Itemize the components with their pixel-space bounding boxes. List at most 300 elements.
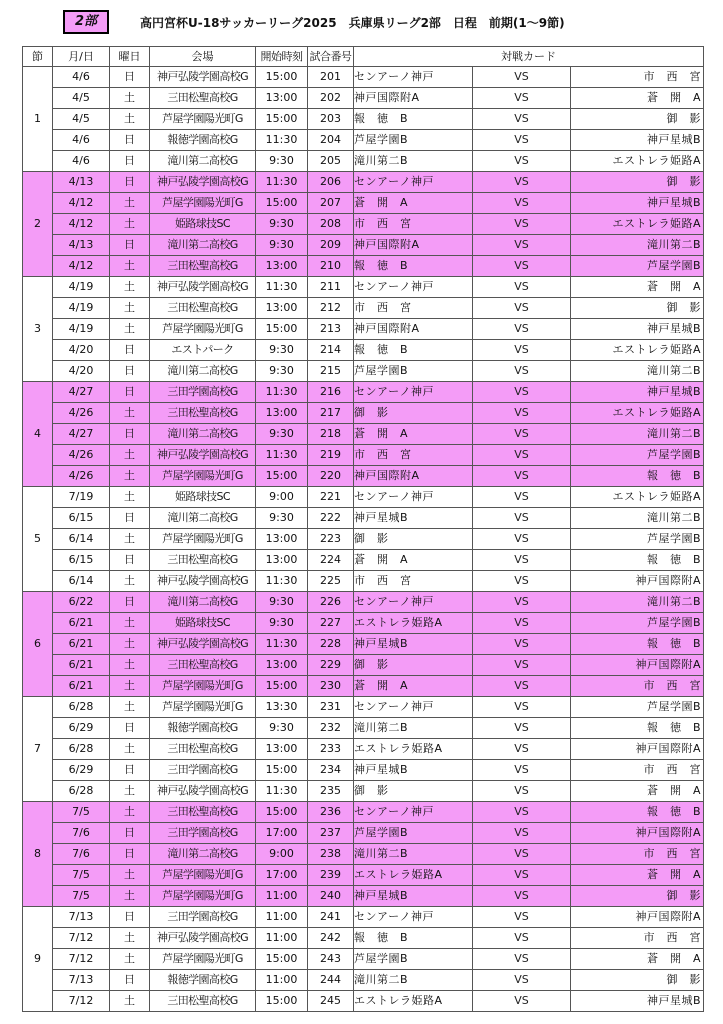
match-number: 241	[308, 907, 354, 928]
home-team: 市 西 宮	[354, 445, 473, 466]
match-number: 237	[308, 823, 354, 844]
away-team: 芦屋学園B	[571, 613, 704, 634]
match-day: 土	[110, 865, 150, 886]
away-team: 芦屋学園B	[571, 697, 704, 718]
vs-label: VS	[473, 382, 571, 403]
vs-label: VS	[473, 340, 571, 361]
match-date: 4/13	[53, 172, 110, 193]
match-start-time: 9:30	[256, 613, 308, 634]
table-row	[23, 130, 704, 151]
vs-label: VS	[473, 424, 571, 445]
match-number: 232	[308, 718, 354, 739]
match-day: 土	[110, 802, 150, 823]
match-day: 土	[110, 298, 150, 319]
col-header-venue: 会場	[150, 47, 256, 67]
match-start-time: 9:30	[256, 592, 308, 613]
away-team: 市 西 宮	[571, 760, 704, 781]
home-team: 神戸国際附A	[354, 88, 473, 109]
table-row	[23, 172, 704, 193]
match-number: 223	[308, 529, 354, 550]
away-team: 市 西 宮	[571, 67, 704, 88]
home-team: 神戸星城B	[354, 886, 473, 907]
home-team: 神戸国際附A	[354, 466, 473, 487]
match-day: 土	[110, 991, 150, 1012]
match-venue: 芦屋学園陽光町G	[150, 886, 256, 907]
match-date: 4/19	[53, 319, 110, 340]
match-date: 4/6	[53, 130, 110, 151]
match-venue: 滝川第二高校G	[150, 508, 256, 529]
home-team: 蒼 開 A	[354, 424, 473, 445]
match-venue: 三田学園高校G	[150, 907, 256, 928]
table-header-row	[23, 47, 704, 67]
away-team: 神戸国際附A	[571, 655, 704, 676]
match-date: 6/28	[53, 739, 110, 760]
match-venue: 神戸弘陵学園高校G	[150, 445, 256, 466]
match-date: 4/27	[53, 382, 110, 403]
match-day: 土	[110, 739, 150, 760]
schedule-table	[22, 46, 704, 1012]
table-row	[23, 340, 704, 361]
match-number: 212	[308, 298, 354, 319]
home-team: 御 影	[354, 781, 473, 802]
home-team: 芦屋学園B	[354, 823, 473, 844]
home-team: 報 徳 B	[354, 109, 473, 130]
away-team: 市 西 宮	[571, 844, 704, 865]
home-team: 芦屋学園B	[354, 130, 473, 151]
vs-label: VS	[473, 781, 571, 802]
home-team: 報 徳 B	[354, 340, 473, 361]
table-row	[23, 109, 704, 130]
match-day: 日	[110, 718, 150, 739]
match-venue: 神戸弘陵学園高校G	[150, 634, 256, 655]
match-venue: 芦屋学園陽光町G	[150, 949, 256, 970]
table-row	[23, 361, 704, 382]
match-number: 245	[308, 991, 354, 1012]
vs-label: VS	[473, 823, 571, 844]
match-venue: 滝川第二高校G	[150, 151, 256, 172]
away-team: 芦屋学園B	[571, 445, 704, 466]
match-day: 土	[110, 319, 150, 340]
match-day: 土	[110, 697, 150, 718]
match-date: 6/21	[53, 655, 110, 676]
vs-label: VS	[473, 445, 571, 466]
home-team: センアーノ神戸	[354, 277, 473, 298]
match-venue: 姫路球技SC	[150, 487, 256, 508]
col-header-date: 月/日	[53, 47, 110, 67]
away-team: 報 徳 B	[571, 802, 704, 823]
match-venue: 三田松聖高校G	[150, 298, 256, 319]
table-row	[23, 886, 704, 907]
match-venue: 芦屋学園陽光町G	[150, 529, 256, 550]
match-day: 土	[110, 886, 150, 907]
away-team: 蒼 開 A	[571, 781, 704, 802]
match-date: 6/28	[53, 697, 110, 718]
match-start-time: 13:00	[256, 529, 308, 550]
home-team: 蒼 開 A	[354, 676, 473, 697]
match-date: 6/21	[53, 676, 110, 697]
match-day: 日	[110, 424, 150, 445]
home-team: 御 影	[354, 655, 473, 676]
away-team: 報 徳 B	[571, 634, 704, 655]
match-number: 236	[308, 802, 354, 823]
match-date: 7/6	[53, 844, 110, 865]
home-team: センアーノ神戸	[354, 592, 473, 613]
match-number: 203	[308, 109, 354, 130]
match-day: 日	[110, 592, 150, 613]
away-team: 御 影	[571, 970, 704, 991]
away-team: 御 影	[571, 109, 704, 130]
match-venue: 姫路球技SC	[150, 613, 256, 634]
away-team: 芦屋学園B	[571, 256, 704, 277]
match-day: 土	[110, 655, 150, 676]
match-start-time: 15:00	[256, 466, 308, 487]
vs-label: VS	[473, 319, 571, 340]
match-start-time: 11:30	[256, 781, 308, 802]
match-venue: 神戸弘陵学園高校G	[150, 928, 256, 949]
table-row	[23, 823, 704, 844]
home-team: 滝川第二B	[354, 844, 473, 865]
match-date: 7/13	[53, 907, 110, 928]
match-venue: 芦屋学園陽光町G	[150, 676, 256, 697]
match-start-time: 9:30	[256, 340, 308, 361]
match-start-time: 15:00	[256, 949, 308, 970]
match-date: 6/14	[53, 571, 110, 592]
match-day: 土	[110, 445, 150, 466]
match-number: 210	[308, 256, 354, 277]
match-number: 233	[308, 739, 354, 760]
vs-label: VS	[473, 697, 571, 718]
table-row	[23, 88, 704, 109]
match-date: 4/19	[53, 277, 110, 298]
vs-label: VS	[473, 886, 571, 907]
match-number: 209	[308, 235, 354, 256]
vs-label: VS	[473, 508, 571, 529]
match-start-time: 11:30	[256, 172, 308, 193]
match-date: 4/12	[53, 193, 110, 214]
match-date: 4/5	[53, 88, 110, 109]
match-venue: 芦屋学園陽光町G	[150, 466, 256, 487]
match-date: 4/19	[53, 298, 110, 319]
vs-label: VS	[473, 739, 571, 760]
match-date: 6/29	[53, 718, 110, 739]
vs-label: VS	[473, 256, 571, 277]
vs-label: VS	[473, 907, 571, 928]
match-venue: 神戸弘陵学園高校G	[150, 277, 256, 298]
match-day: 日	[110, 130, 150, 151]
table-row	[23, 508, 704, 529]
match-venue: 滝川第二高校G	[150, 235, 256, 256]
home-team: 蒼 開 A	[354, 550, 473, 571]
match-date: 4/5	[53, 109, 110, 130]
table-row	[23, 991, 704, 1012]
match-day: 土	[110, 88, 150, 109]
table-row	[23, 676, 704, 697]
match-number: 244	[308, 970, 354, 991]
match-number: 220	[308, 466, 354, 487]
match-start-time: 13:30	[256, 697, 308, 718]
home-team: センアーノ神戸	[354, 487, 473, 508]
match-date: 7/6	[53, 823, 110, 844]
schedule-body	[23, 67, 704, 1012]
home-team: 市 西 宮	[354, 298, 473, 319]
division-badge: 2部	[63, 10, 109, 34]
home-team: 報 徳 B	[354, 928, 473, 949]
match-start-time: 13:00	[256, 88, 308, 109]
table-row	[23, 949, 704, 970]
vs-label: VS	[473, 403, 571, 424]
home-team: センアーノ神戸	[354, 67, 473, 88]
match-start-time: 13:00	[256, 256, 308, 277]
table-row	[23, 634, 704, 655]
home-team: センアーノ神戸	[354, 172, 473, 193]
match-number: 204	[308, 130, 354, 151]
table-row	[23, 424, 704, 445]
match-number: 211	[308, 277, 354, 298]
vs-label: VS	[473, 172, 571, 193]
vs-label: VS	[473, 214, 571, 235]
table-row	[23, 193, 704, 214]
match-start-time: 11:30	[256, 634, 308, 655]
section-number: 7	[23, 697, 53, 802]
home-team: 滝川第二B	[354, 151, 473, 172]
match-day: 日	[110, 172, 150, 193]
section-number: 5	[23, 487, 53, 592]
away-team: 報 徳 B	[571, 466, 704, 487]
match-day: 土	[110, 277, 150, 298]
vs-label: VS	[473, 844, 571, 865]
home-team: 御 影	[354, 529, 473, 550]
match-day: 土	[110, 403, 150, 424]
table-row	[23, 697, 704, 718]
away-team: 神戸星城B	[571, 319, 704, 340]
away-team: 御 影	[571, 886, 704, 907]
match-day: 日	[110, 382, 150, 403]
page-header	[0, 0, 723, 44]
home-team: 神戸星城B	[354, 760, 473, 781]
table-row	[23, 592, 704, 613]
section-number: 6	[23, 592, 53, 697]
match-number: 216	[308, 382, 354, 403]
table-row	[23, 655, 704, 676]
vs-label: VS	[473, 865, 571, 886]
match-start-time: 9:00	[256, 844, 308, 865]
away-team: 滝川第二B	[571, 592, 704, 613]
col-header-match-no: 試合番号	[308, 47, 354, 67]
match-day: 日	[110, 760, 150, 781]
vs-label: VS	[473, 151, 571, 172]
table-row	[23, 319, 704, 340]
match-number: 221	[308, 487, 354, 508]
match-date: 7/5	[53, 865, 110, 886]
table-row	[23, 256, 704, 277]
match-start-time: 15:00	[256, 760, 308, 781]
table-row	[23, 67, 704, 88]
match-day: 日	[110, 235, 150, 256]
match-day: 日	[110, 508, 150, 529]
vs-label: VS	[473, 550, 571, 571]
match-start-time: 13:00	[256, 739, 308, 760]
match-day: 土	[110, 529, 150, 550]
match-number: 206	[308, 172, 354, 193]
match-start-time: 11:30	[256, 445, 308, 466]
away-team: 神戸星城B	[571, 991, 704, 1012]
away-team: 神戸国際附A	[571, 739, 704, 760]
match-start-time: 11:30	[256, 277, 308, 298]
match-number: 205	[308, 151, 354, 172]
match-number: 234	[308, 760, 354, 781]
match-number: 239	[308, 865, 354, 886]
match-start-time: 15:00	[256, 676, 308, 697]
vs-label: VS	[473, 67, 571, 88]
match-date: 6/22	[53, 592, 110, 613]
match-date: 6/15	[53, 550, 110, 571]
away-team: 神戸星城B	[571, 382, 704, 403]
home-team: センアーノ神戸	[354, 382, 473, 403]
away-team: 神戸星城B	[571, 193, 704, 214]
vs-label: VS	[473, 487, 571, 508]
home-team: 神戸国際附A	[354, 319, 473, 340]
home-team: センアーノ神戸	[354, 802, 473, 823]
col-header-day: 曜日	[110, 47, 150, 67]
match-date: 4/26	[53, 403, 110, 424]
away-team: エストレラ姫路A	[571, 340, 704, 361]
match-day: 土	[110, 571, 150, 592]
match-number: 235	[308, 781, 354, 802]
match-date: 4/20	[53, 361, 110, 382]
col-header-section: 節	[23, 47, 53, 67]
match-number: 222	[308, 508, 354, 529]
match-number: 215	[308, 361, 354, 382]
away-team: 報 徳 B	[571, 550, 704, 571]
section-number: 4	[23, 382, 53, 487]
match-day: 日	[110, 361, 150, 382]
table-row	[23, 445, 704, 466]
match-venue: 報徳学園高校G	[150, 718, 256, 739]
away-team: 蒼 開 A	[571, 865, 704, 886]
away-team: エストレラ姫路A	[571, 403, 704, 424]
vs-label: VS	[473, 970, 571, 991]
away-team: 御 影	[571, 172, 704, 193]
match-venue: 神戸弘陵学園高校G	[150, 781, 256, 802]
away-team: 神戸星城B	[571, 130, 704, 151]
match-number: 238	[308, 844, 354, 865]
match-date: 4/6	[53, 67, 110, 88]
away-team: エストレラ姫路A	[571, 214, 704, 235]
match-start-time: 9:30	[256, 361, 308, 382]
table-row	[23, 298, 704, 319]
match-number: 219	[308, 445, 354, 466]
match-start-time: 9:30	[256, 508, 308, 529]
home-team: 市 西 宮	[354, 571, 473, 592]
match-day: 土	[110, 487, 150, 508]
vs-label: VS	[473, 613, 571, 634]
away-team: 神戸国際附A	[571, 571, 704, 592]
match-venue: 神戸弘陵学園高校G	[150, 571, 256, 592]
match-venue: 三田学園高校G	[150, 382, 256, 403]
away-team: 滝川第二B	[571, 508, 704, 529]
table-row	[23, 928, 704, 949]
home-team: エストレラ姫路A	[354, 865, 473, 886]
table-row	[23, 613, 704, 634]
home-team: センアーノ神戸	[354, 697, 473, 718]
match-start-time: 15:00	[256, 802, 308, 823]
away-team: 神戸国際附A	[571, 823, 704, 844]
home-team: 市 西 宮	[354, 214, 473, 235]
match-number: 227	[308, 613, 354, 634]
vs-label: VS	[473, 760, 571, 781]
match-venue: 三田松聖高校G	[150, 256, 256, 277]
vs-label: VS	[473, 361, 571, 382]
away-team: 芦屋学園B	[571, 529, 704, 550]
col-header-matchup: 対戦カード	[354, 47, 704, 67]
match-start-time: 17:00	[256, 823, 308, 844]
match-date: 4/12	[53, 256, 110, 277]
vs-label: VS	[473, 949, 571, 970]
vs-label: VS	[473, 298, 571, 319]
match-day: 土	[110, 214, 150, 235]
match-day: 日	[110, 67, 150, 88]
match-venue: 三田松聖高校G	[150, 88, 256, 109]
section-number: 8	[23, 802, 53, 907]
away-team: エストレラ姫路A	[571, 151, 704, 172]
match-venue: 三田松聖高校G	[150, 655, 256, 676]
match-start-time: 11:30	[256, 382, 308, 403]
table-row	[23, 718, 704, 739]
table-row	[23, 214, 704, 235]
match-date: 6/15	[53, 508, 110, 529]
match-day: 土	[110, 109, 150, 130]
home-team: 芦屋学園B	[354, 361, 473, 382]
home-team: 蒼 開 A	[354, 193, 473, 214]
match-day: 土	[110, 634, 150, 655]
match-start-time: 11:30	[256, 571, 308, 592]
table-row	[23, 970, 704, 991]
table-row	[23, 802, 704, 823]
match-venue: 芦屋学園陽光町G	[150, 697, 256, 718]
vs-label: VS	[473, 88, 571, 109]
match-venue: 三田松聖高校G	[150, 802, 256, 823]
match-date: 6/14	[53, 529, 110, 550]
match-day: 日	[110, 340, 150, 361]
match-venue: 滝川第二高校G	[150, 424, 256, 445]
table-row	[23, 739, 704, 760]
vs-label: VS	[473, 109, 571, 130]
match-day: 土	[110, 613, 150, 634]
home-team: 神戸星城B	[354, 634, 473, 655]
away-team: エストレラ姫路A	[571, 487, 704, 508]
away-team: 滝川第二B	[571, 361, 704, 382]
table-row	[23, 487, 704, 508]
page-title: 高円宮杯U-18サッカーリーグ2025 兵庫県リーグ2部 日程 前期(1〜9節)	[140, 16, 565, 30]
match-start-time: 9:00	[256, 487, 308, 508]
match-start-time: 15:00	[256, 193, 308, 214]
vs-label: VS	[473, 466, 571, 487]
match-venue: 芦屋学園陽光町G	[150, 109, 256, 130]
match-start-time: 13:00	[256, 403, 308, 424]
match-date: 4/20	[53, 340, 110, 361]
match-venue: 神戸弘陵学園高校G	[150, 172, 256, 193]
table-row	[23, 382, 704, 403]
match-start-time: 9:30	[256, 718, 308, 739]
match-start-time: 15:00	[256, 109, 308, 130]
match-number: 240	[308, 886, 354, 907]
table-row	[23, 907, 704, 928]
match-number: 230	[308, 676, 354, 697]
vs-label: VS	[473, 634, 571, 655]
vs-label: VS	[473, 130, 571, 151]
section-number: 1	[23, 67, 53, 172]
match-start-time: 15:00	[256, 319, 308, 340]
